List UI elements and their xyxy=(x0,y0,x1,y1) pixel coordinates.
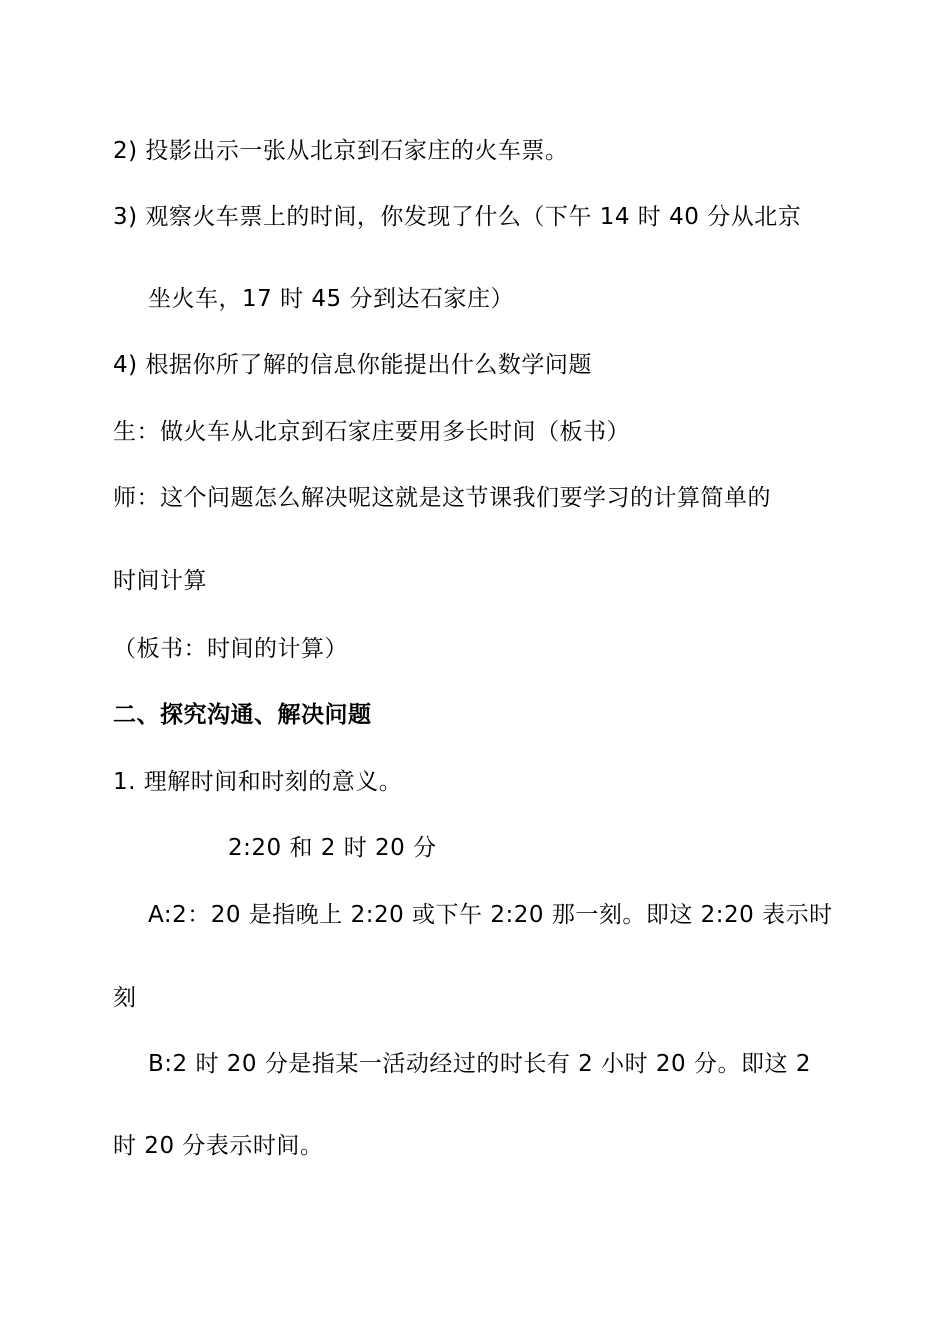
option-b-line: B:2 时 20 分是指某一活动经过的时长有 2 小时 20 分。即这 2 xyxy=(148,1051,811,1077)
step-2-line: 2) 投影出示一张从北京到石家庄的火车票。 xyxy=(113,138,569,164)
example-line: 2:20 和 2 时 20 分 xyxy=(228,835,437,861)
option-a-continuation: 刻 xyxy=(113,985,137,1011)
option-b-continuation: 时 20 分表示时间。 xyxy=(113,1133,324,1159)
step-4-line: 4) 根据你所了解的信息你能提出什么数学问题 xyxy=(113,352,592,378)
item-1-line: 1. 理解时间和时刻的意义。 xyxy=(113,769,403,795)
step-3-continuation: 坐火车，17 时 45 分到达石家庄） xyxy=(148,286,514,312)
option-a-line: A:2：20 是指晚上 2:20 或下午 2:20 那一刻。即这 2:20 表示时 xyxy=(148,902,833,928)
teacher-continuation: 时间计算 xyxy=(113,568,207,594)
student-line: 生：做火车从北京到石家庄要用多长时间（板书） xyxy=(113,419,630,445)
teacher-line: 师：这个问题怎么解决呢这就是这节课我们要学习的计算简单的 xyxy=(113,485,771,511)
step-3-line: 3) 观察火车票上的时间，你发现了什么（下午 14 时 40 分从北京 xyxy=(113,204,802,230)
section-heading: 二、探究沟通、解决问题 xyxy=(113,702,372,728)
board-note-line: （板书：时间的计算） xyxy=(113,636,348,662)
